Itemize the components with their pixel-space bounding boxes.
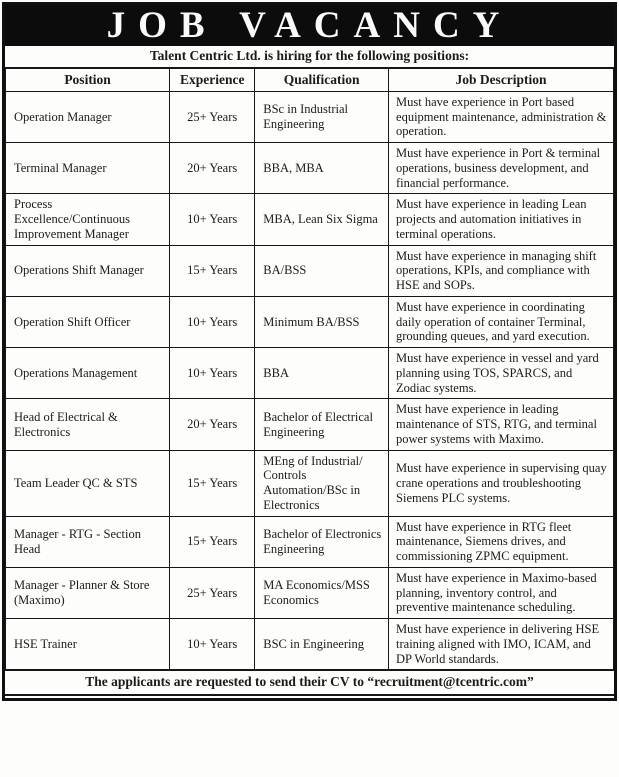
position-cell: HSE Trainer — [6, 619, 170, 670]
position-cell: Head of Electrical & Electronics — [6, 399, 170, 450]
description-cell: Must have experience in leading maintenance of STS, RTG, and terminal power systems with Maximo. — [389, 399, 614, 450]
experience-cell: 10+ Years — [170, 348, 255, 399]
page-title: JOB VACANCY — [106, 5, 513, 46]
description-cell: Must have experience in managing shift operations, KPIs, and compliance with HSE and SOPs. — [389, 245, 614, 296]
experience-cell: 15+ Years — [170, 450, 255, 516]
qualification-cell: MEng of Industrial/ Controls Automation/BSc in Electronics — [255, 450, 389, 516]
experience-cell: 25+ Years — [170, 91, 255, 142]
position-cell: Terminal Manager — [6, 143, 170, 194]
description-cell: Must have experience in Maximo-based planning, inventory control, and preventive maintenance scheduling. — [389, 567, 614, 618]
qualification-cell: BBA, MBA — [255, 143, 389, 194]
position-cell: Manager - Planner & Store (Maximo) — [6, 567, 170, 618]
position-cell: Operations Shift Manager — [6, 245, 170, 296]
position-cell: Operation Manager — [6, 91, 170, 142]
qualification-cell: BSc in Industrial Engineering — [255, 91, 389, 142]
table-row — [6, 399, 614, 450]
table-row — [6, 194, 614, 245]
position-cell: Operation Shift Officer — [6, 296, 170, 347]
description-cell: Must have experience in Port based equipment maintenance, administration & operation. — [389, 91, 614, 142]
position-cell: Team Leader QC & STS — [6, 450, 170, 516]
column-header-qualification: Qualification — [255, 69, 389, 92]
description-cell: Must have experience in Port & terminal operations, business development, and financial performance. — [389, 143, 614, 194]
description-cell: Must have experience in supervising quay crane operations and troubleshooting Siemens PLC systems. — [389, 450, 614, 516]
description-cell: Must have experience in coordinating daily operation of container Terminal, grounding queues, and yard execution. — [389, 296, 614, 347]
description-cell: Must have experience in leading Lean projects and automation initiatives in terminal operations. — [389, 194, 614, 245]
experience-cell: 20+ Years — [170, 399, 255, 450]
position-cell: Process Excellence/Continuous Improvement Manager — [6, 194, 170, 245]
table-row — [6, 348, 614, 399]
table-row — [6, 91, 614, 142]
table-row — [6, 450, 614, 516]
table-row — [6, 619, 614, 670]
header-row — [6, 69, 614, 92]
position-cell: Manager - RTG - Section Head — [6, 516, 170, 567]
description-cell: Must have experience in RTG fleet maintenance, Siemens drives, and commissioning ZPMC equipment. — [389, 516, 614, 567]
experience-cell: 25+ Years — [170, 567, 255, 618]
column-header-position: Position — [6, 69, 170, 92]
position-cell: Operations Management — [6, 348, 170, 399]
experience-cell: 10+ Years — [170, 619, 255, 670]
qualification-cell: MA Economics/MSS Economics — [255, 567, 389, 618]
experience-cell: 15+ Years — [170, 516, 255, 567]
table-row — [6, 516, 614, 567]
qualification-cell: Minimum BA/BSS — [255, 296, 389, 347]
cv-submission-note: The applicants are requested to send their CV to “recruitment@tcentric.com” — [5, 670, 614, 696]
job-advert — [2, 2, 617, 701]
table-row — [6, 567, 614, 618]
qualification-cell: Bachelor of Electronics Engineering — [255, 516, 389, 567]
experience-cell: 10+ Years — [170, 194, 255, 245]
table-header — [6, 69, 614, 92]
title-banner — [5, 5, 614, 46]
table-row — [6, 143, 614, 194]
experience-cell: 15+ Years — [170, 245, 255, 296]
table-body — [6, 91, 614, 670]
experience-cell: 20+ Years — [170, 143, 255, 194]
vacancy-table — [5, 68, 614, 670]
column-header-experience: Experience — [170, 69, 255, 92]
experience-cell: 10+ Years — [170, 296, 255, 347]
description-cell: Must have experience in delivering HSE training aligned with IMO, ICAM, and DP World standards. — [389, 619, 614, 670]
qualification-cell: BBA — [255, 348, 389, 399]
qualification-cell: BSC in Engineering — [255, 619, 389, 670]
qualification-cell: BA/BSS — [255, 245, 389, 296]
description-cell: Must have experience in vessel and yard planning using TOS, SPARCS, and Zodiac systems. — [389, 348, 614, 399]
hiring-subtitle: Talent Centric Ltd. is hiring for the following positions: — [5, 46, 614, 68]
column-header-job-description: Job Description — [389, 69, 614, 92]
table-row — [6, 245, 614, 296]
qualification-cell: MBA, Lean Six Sigma — [255, 194, 389, 245]
qualification-cell: Bachelor of Electrical Engineering — [255, 399, 389, 450]
table-row — [6, 296, 614, 347]
